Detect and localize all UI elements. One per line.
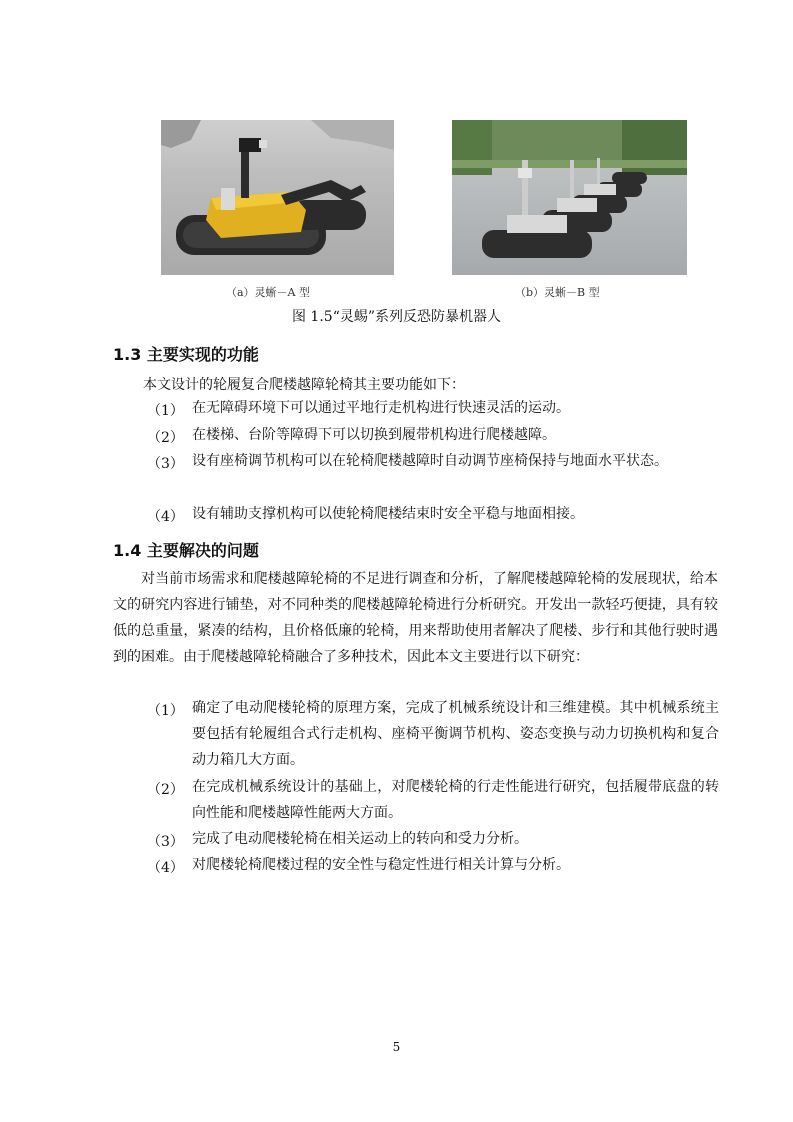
list-item-text: 确定了电动爬楼轮椅的原理方案，完成了机械系统设计和三维建模。其中机械系统主要包括有轮履组合式行走机构、座椅平衡调节机构、姿态变换与动力切换机构和复合动力箱几大方面。: [192, 700, 719, 768]
list-item-number: （1）: [147, 703, 184, 719]
list-item-number: （2）: [147, 782, 184, 798]
list-item-text: 在完成机械系统设计的基础上，对爬楼轮椅的行走性能进行研究，包括履带底盘的转向性能和爬楼越障性能两大方面。: [192, 779, 719, 821]
figure-image-b: [452, 120, 687, 275]
list-item-text: 在楼梯、台阶等障碍下可以切换到履带机构进行爬楼越障。: [192, 427, 556, 443]
list-item-text: 设有辅助支撑机构可以使轮椅爬楼结束时安全平稳与地面相接。: [192, 506, 584, 522]
section-heading-1-4: 1.4 主要解决的问题: [113, 541, 259, 560]
subfigure-caption-a: （a）灵蜥－A 型: [226, 286, 310, 299]
figure-image-a: [161, 120, 394, 275]
list-item-text: 设有座椅调节机构可以在轮椅爬楼越障时自动调节座椅保持与地面水平状态。: [192, 453, 668, 469]
list-item-number: （2）: [147, 430, 184, 446]
section-1-3-intro: 本文设计的轮履复合爬楼越障轮椅其主要功能如下：: [143, 377, 465, 393]
section-heading-1-3: 1.3 主要实现的功能: [113, 345, 259, 364]
list-item-number: （3）: [147, 456, 184, 472]
page-number: 5: [392, 1040, 401, 1054]
list-item-text: 完成了电动爬楼轮椅在相关运动上的转向和受力分析。: [192, 831, 528, 847]
list-item-text: 对爬楼轮椅爬楼过程的安全性与稳定性进行相关计算与分析。: [192, 857, 570, 873]
list-item-text: 在无障碍环境下可以通过平地行走机构进行快速灵活的运动。: [192, 400, 570, 416]
list-item-number: （1）: [147, 403, 184, 419]
subfigure-caption-b: （b）灵蜥－B 型: [515, 286, 600, 299]
list-item-number: （4）: [147, 860, 184, 876]
list-item-number: （3）: [147, 834, 184, 850]
section-1-4-paragraph: 对当前市场需求和爬楼越障轮椅的不足进行调查和分析，了解爬楼越障轮椅的发展现状，给本文的研究内容进行铺垫，对不同种类的爬楼越障轮椅进行分析研究。开发出一款轻巧便捷，具有较低的总重量，紧凑的结构，且价格低廉的轮椅，用来帮助使用者解决了爬楼、步行和其他行驶时遇到的困难。由于爬楼越障轮椅融合了多种技术，因此本文主要进行以下研究：: [113, 571, 718, 665]
list-item-number: （4）: [147, 509, 184, 525]
figure-caption: 图 1.5“灵蜴”系列反恐防暴机器人: [291, 309, 502, 325]
